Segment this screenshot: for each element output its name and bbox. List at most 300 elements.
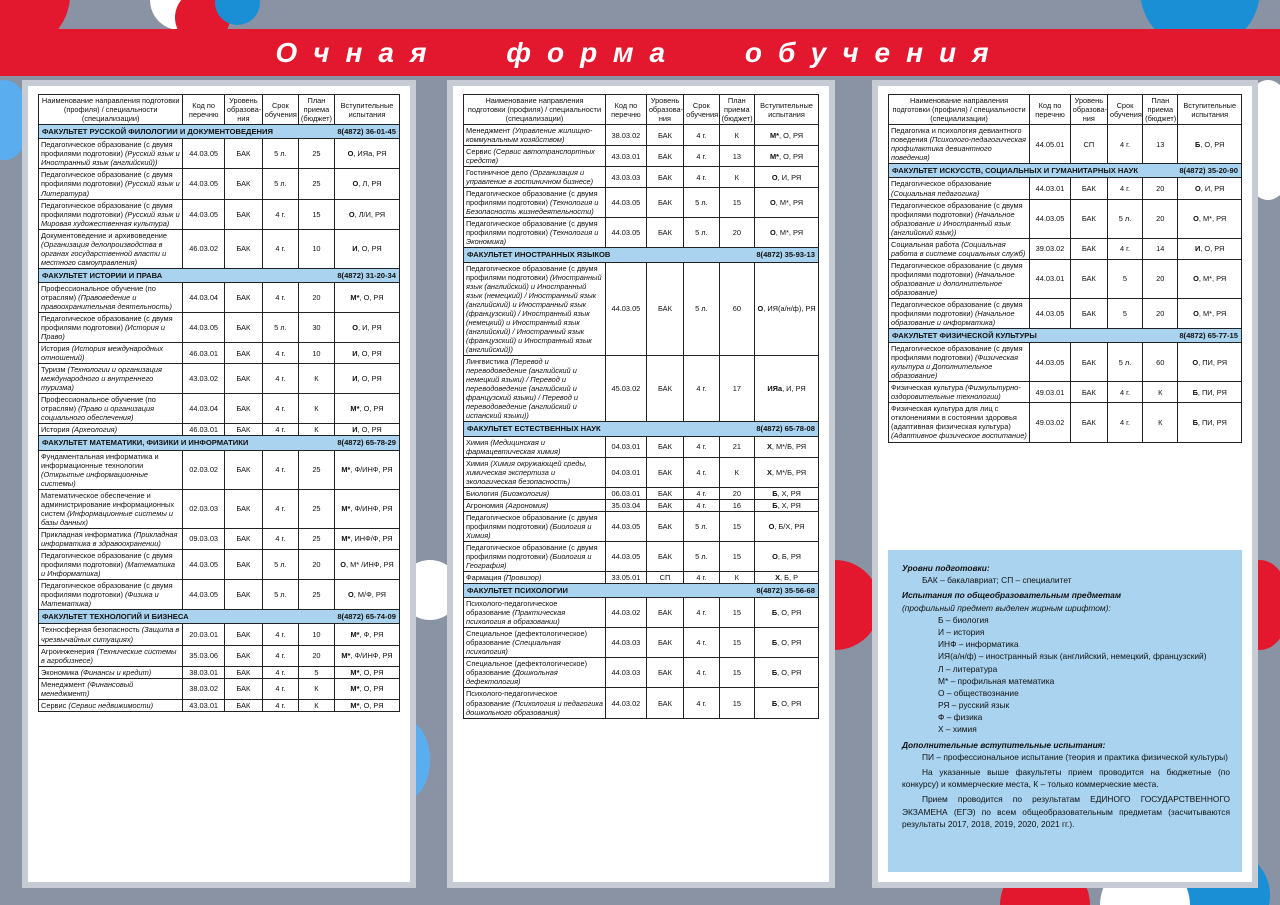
program-title: Фундаментальная информатика и информационные технологии bbox=[41, 451, 159, 470]
exam-main: И bbox=[352, 244, 358, 254]
faculty-row bbox=[464, 583, 819, 597]
program-level: БАК bbox=[646, 628, 683, 658]
program-plan: 15 bbox=[719, 188, 755, 218]
program-plan: 60 bbox=[719, 262, 755, 355]
program-plan: 20 bbox=[1143, 298, 1178, 328]
program-title: Экономика bbox=[41, 667, 81, 677]
program-term: 4 г. bbox=[684, 487, 720, 499]
program-level: БАК bbox=[646, 487, 683, 499]
program-name bbox=[39, 624, 183, 645]
program-exams bbox=[755, 688, 819, 718]
exam-rest: , О, РЯ bbox=[777, 608, 802, 618]
faculty-row bbox=[464, 422, 819, 436]
program-level: БАК bbox=[224, 450, 262, 489]
exam-rest: , Б/Х, РЯ bbox=[774, 521, 805, 531]
program-exams bbox=[334, 666, 399, 678]
program-exams bbox=[755, 598, 819, 628]
table-row bbox=[39, 489, 400, 528]
exam-rest: , Б, РЯ bbox=[777, 551, 801, 561]
program-level: БАК bbox=[224, 528, 262, 549]
table-row bbox=[889, 125, 1242, 164]
program-code: 44.03.05 bbox=[606, 511, 647, 541]
table-row bbox=[464, 511, 819, 541]
test-item: Л – литература bbox=[938, 663, 998, 674]
program-profile: (Прикладная информатика в здравоохранении) bbox=[41, 529, 178, 548]
program-title: Педагогическое образование (с двумя профилями подготовки) bbox=[41, 200, 173, 219]
exam-rest: , О, РЯ bbox=[359, 404, 384, 414]
program-profile: (Открытые информационные системы) bbox=[41, 469, 149, 488]
program-title: Лингвистика bbox=[466, 357, 511, 367]
program-exams bbox=[334, 229, 399, 268]
program-level: БАК bbox=[646, 436, 683, 457]
program-profile: (Специальная психология) bbox=[466, 638, 561, 657]
column-header: Код по перечню bbox=[606, 95, 647, 125]
program-code: 46.03.02 bbox=[183, 229, 225, 268]
faculty-name: ФАКУЛЬТЕТ ИСТОРИИ И ПРАВА bbox=[42, 270, 163, 280]
program-name bbox=[464, 541, 606, 571]
program-plan: 10 bbox=[298, 229, 334, 268]
program-profile: (Иностранный язык (английский) и Иностранный язык (немецкий) / Иностранный язык (английский) и Иностранный язык (французский) / Иностранный язык (немецкий) и Иностранный язык (английский) / Иностранный язык (французский) и Иностранный язык (английский)) bbox=[466, 272, 602, 354]
exam-main: О bbox=[1192, 357, 1199, 367]
exam-main: М* bbox=[341, 651, 351, 661]
exam-rest: , О, РЯ bbox=[357, 425, 382, 435]
program-name bbox=[464, 262, 606, 355]
exam-rest: , Л/И, РЯ bbox=[354, 209, 386, 219]
program-name bbox=[464, 457, 606, 487]
program-term: 5 bbox=[1107, 298, 1142, 328]
exam-main: Б bbox=[1192, 417, 1198, 427]
program-level: БАК bbox=[1070, 403, 1107, 442]
program-name bbox=[464, 167, 606, 188]
program-plan: К bbox=[1143, 403, 1178, 442]
program-term: 4 г. bbox=[684, 457, 720, 487]
program-plan: 15 bbox=[719, 658, 755, 688]
program-exams bbox=[755, 628, 819, 658]
column-header: Срок обучения bbox=[684, 95, 720, 125]
program-exams bbox=[755, 499, 819, 511]
program-title: Педагогическое образование (с двумя профилями подготовки) bbox=[41, 170, 173, 189]
program-code: 44.05.01 bbox=[1030, 125, 1071, 164]
program-profile: (Психология и педагогика дошкольного образования) bbox=[466, 698, 603, 717]
program-term: 4 г. bbox=[684, 167, 720, 188]
program-term: 5 л. bbox=[262, 550, 298, 580]
program-plan: 20 bbox=[1143, 199, 1178, 238]
table-row bbox=[39, 199, 400, 229]
program-name bbox=[464, 658, 606, 688]
program-profile: (Русский язык и Иностранный язык (английский)) bbox=[41, 149, 180, 168]
test-item: ИЯ(а/н/ф) – иностранный язык (английский, немецкий, французский) bbox=[938, 651, 1207, 662]
table-row bbox=[39, 343, 400, 364]
program-code: 44.03.05 bbox=[606, 188, 647, 218]
program-title: Профессиональное обучение (по отраслям) bbox=[41, 395, 156, 414]
program-plan: 14 bbox=[1143, 238, 1178, 259]
program-code: 46.03.01 bbox=[183, 424, 225, 436]
program-level: БАК bbox=[646, 188, 683, 218]
program-exams bbox=[334, 528, 399, 549]
exam-rest: , М*, РЯ bbox=[775, 228, 804, 238]
program-level: БАК bbox=[224, 678, 262, 699]
program-code: 49.03.01 bbox=[1030, 382, 1071, 403]
program-profile: (Физкультурно-оздоровительные технологии) bbox=[891, 383, 1021, 402]
program-code: 44.03.05 bbox=[183, 139, 225, 169]
exam-rest: , М/Ф, РЯ bbox=[353, 590, 386, 600]
program-level: БАК bbox=[1070, 178, 1107, 199]
program-title: Педагогика и психология девиантного поведения bbox=[891, 126, 1022, 145]
exam-main: М* bbox=[769, 130, 780, 140]
program-level: БАК bbox=[646, 167, 683, 188]
program-profile: (Биология и Химия) bbox=[466, 521, 592, 540]
table-row bbox=[39, 450, 400, 489]
program-name bbox=[39, 229, 183, 268]
program-level: БАК bbox=[646, 262, 683, 355]
program-exams bbox=[1178, 298, 1242, 328]
program-name bbox=[464, 628, 606, 658]
program-term: 5 л. bbox=[684, 541, 720, 571]
program-term: 4 г. bbox=[684, 688, 720, 718]
program-name bbox=[464, 511, 606, 541]
table-row bbox=[464, 125, 819, 146]
program-exams bbox=[755, 436, 819, 457]
table-row bbox=[39, 313, 400, 343]
program-title: Педагогическое образование (с двумя профилями подготовки) bbox=[41, 140, 173, 159]
exam-main: О bbox=[1193, 274, 1199, 284]
exam-rest: , О, РЯ bbox=[779, 151, 804, 161]
program-exams bbox=[1178, 259, 1242, 298]
program-profile: (Начальное образование и дополнительное образование) bbox=[891, 269, 1015, 297]
program-plan: К bbox=[298, 699, 334, 711]
program-exams bbox=[755, 511, 819, 541]
program-plan: 25 bbox=[298, 139, 334, 169]
program-code: 44.03.04 bbox=[183, 283, 225, 313]
test-item: Ф – физика bbox=[938, 712, 983, 723]
program-term: 4 г. bbox=[1107, 238, 1142, 259]
program-term: 4 г. bbox=[1107, 382, 1142, 403]
program-code: 44.03.05 bbox=[183, 313, 225, 343]
faculty-cell bbox=[464, 422, 819, 436]
program-code: 43.03.03 bbox=[606, 167, 647, 188]
table-row bbox=[464, 167, 819, 188]
program-term: 5 л. bbox=[1107, 343, 1142, 382]
program-name bbox=[464, 146, 606, 167]
program-title: Физическая культура для лиц с отклонениями в состоянии здоровья (адаптивная физическая культура) bbox=[891, 404, 1017, 432]
exam-main: Х bbox=[775, 572, 780, 582]
table-row bbox=[39, 139, 400, 169]
program-code: 39.03.02 bbox=[1030, 238, 1071, 259]
program-name bbox=[39, 550, 183, 580]
table-row bbox=[39, 229, 400, 268]
program-level: БАК bbox=[224, 489, 262, 528]
admission-table-1 bbox=[38, 94, 400, 712]
exam-rest: , Л, РЯ bbox=[358, 179, 382, 189]
program-plan: 20 bbox=[719, 218, 755, 248]
faculty-phone: 8(4872) 36-01-45 bbox=[337, 127, 396, 137]
program-exams bbox=[755, 218, 819, 248]
program-title: Педагогическое образование (с двумя профилями подготовки) bbox=[891, 299, 1023, 318]
program-level: БАК bbox=[224, 699, 262, 711]
program-code: 44.03.05 bbox=[183, 580, 225, 610]
program-level: БАК bbox=[646, 541, 683, 571]
program-profile: (Технические системы в агробизнесе) bbox=[41, 646, 177, 665]
program-profile: (Агрономия) bbox=[505, 500, 549, 510]
table-row bbox=[39, 666, 400, 678]
exam-rest: , М*, РЯ bbox=[1198, 274, 1227, 284]
program-plan: К bbox=[298, 678, 334, 699]
program-plan: 25 bbox=[298, 528, 334, 549]
program-term: 4 г. bbox=[1107, 178, 1142, 199]
faculty-name: ФАКУЛЬТЕТ ИСКУССТВ, СОЦИАЛЬНЫХ И ГУМАНИТАРНЫХ НАУК bbox=[892, 166, 1138, 176]
program-code: 02.03.03 bbox=[183, 489, 225, 528]
program-term: 4 г. bbox=[262, 199, 298, 229]
program-name bbox=[889, 199, 1030, 238]
program-title: Фармация bbox=[466, 572, 504, 582]
program-profile: (Правоведение и правоохранительная деятельность) bbox=[41, 293, 172, 312]
program-level: СП bbox=[1070, 125, 1107, 164]
table-row bbox=[39, 283, 400, 313]
program-term: 5 л. bbox=[684, 511, 720, 541]
tests-list bbox=[902, 614, 1230, 736]
program-level: БАК bbox=[224, 624, 262, 645]
program-profile: (Перевод и переводоведение (английский и немецкий языки) / Перевод и переводоведение (английский и французский языки) / Перевод и переводоведение (английский и испанский языки)) bbox=[466, 357, 578, 421]
program-term: 4 г. bbox=[684, 658, 720, 688]
faculty-row bbox=[889, 328, 1242, 342]
exam-main: И bbox=[352, 374, 358, 384]
program-code: 44.03.03 bbox=[606, 658, 647, 688]
program-name bbox=[464, 571, 606, 583]
test-item: О – обществознание bbox=[938, 687, 1019, 698]
program-plan: 13 bbox=[1143, 125, 1178, 164]
faculty-row bbox=[889, 164, 1242, 178]
program-title: Педагогическое образование (с двумя профилями подготовки) bbox=[41, 581, 173, 600]
column-header: Срок обучения bbox=[262, 95, 298, 125]
program-name bbox=[39, 283, 183, 313]
exam-rest: , Х, РЯ bbox=[777, 500, 801, 510]
exam-rest: , ИЯ(а/н/ф), РЯ bbox=[763, 304, 816, 314]
faculty-phone: 8(4872) 65-78-29 bbox=[337, 438, 396, 448]
table-row bbox=[39, 394, 400, 424]
program-exams bbox=[334, 199, 399, 229]
exam-main: О bbox=[352, 179, 359, 189]
program-title: Социальная работа bbox=[891, 239, 962, 249]
program-name bbox=[889, 403, 1030, 442]
exam-rest: , О, РЯ bbox=[359, 700, 384, 710]
program-plan: 15 bbox=[719, 628, 755, 658]
program-level: БАК bbox=[224, 139, 262, 169]
program-plan: К bbox=[719, 571, 755, 583]
faculty-phone: 8(4872) 31-20-34 bbox=[337, 270, 396, 280]
program-term: 4 г. bbox=[262, 450, 298, 489]
program-code: 38.03.02 bbox=[183, 678, 225, 699]
program-exams bbox=[334, 424, 399, 436]
admission-table-3 bbox=[888, 94, 1242, 443]
program-level: БАК bbox=[1070, 343, 1107, 382]
program-title: Педагогическое образование bbox=[891, 179, 992, 189]
program-code: 44.03.05 bbox=[183, 550, 225, 580]
faculty-cell bbox=[464, 248, 819, 262]
table-header-row bbox=[889, 95, 1242, 125]
program-plan: 13 bbox=[719, 146, 755, 167]
program-name bbox=[464, 598, 606, 628]
exam-main: М* bbox=[350, 684, 360, 694]
program-exams bbox=[1178, 238, 1242, 259]
program-term: 5 л. bbox=[262, 139, 298, 169]
exam-rest: , Ф/ИНФ, РЯ bbox=[350, 651, 393, 661]
exam-main: ИЯа bbox=[767, 384, 783, 394]
program-name bbox=[464, 188, 606, 218]
table-row bbox=[39, 678, 400, 699]
table-row bbox=[464, 188, 819, 218]
program-code: 04.03.01 bbox=[606, 457, 647, 487]
exam-rest: , Х, РЯ bbox=[777, 488, 801, 498]
program-code: 46.03.01 bbox=[183, 343, 225, 364]
faculty-phone: 8(4872) 35-93-13 bbox=[756, 250, 815, 260]
exam-main: О bbox=[347, 149, 354, 159]
program-profile: (Биоэкология) bbox=[500, 488, 550, 498]
table-row bbox=[39, 528, 400, 549]
program-name bbox=[889, 343, 1030, 382]
program-title: Документоведение и архивоведение bbox=[41, 230, 168, 240]
exam-main: О bbox=[769, 228, 776, 238]
program-plan: 20 bbox=[298, 550, 334, 580]
program-profile: (Практическая психология в образовании) bbox=[466, 608, 566, 627]
exam-rest: , О, РЯ bbox=[357, 374, 382, 384]
program-exams bbox=[1178, 199, 1242, 238]
table-row bbox=[464, 658, 819, 688]
program-profile: (Физика и Математика) bbox=[41, 590, 159, 609]
program-name bbox=[464, 688, 606, 718]
faculty-name: ФАКУЛЬТЕТ ИНОСТРАННЫХ ЯЗЫКОВ bbox=[467, 250, 611, 260]
exam-main: О bbox=[348, 209, 355, 219]
exam-main: М* bbox=[350, 629, 360, 639]
exam-main: Б bbox=[771, 668, 778, 678]
faculty-name: ФАКУЛЬТЕТ ТЕХНОЛОГИЙ И БИЗНЕСА bbox=[42, 612, 189, 622]
table-row bbox=[464, 628, 819, 658]
table-row bbox=[39, 624, 400, 645]
program-title: Туризм bbox=[41, 365, 68, 375]
program-plan: 10 bbox=[298, 624, 334, 645]
note-commercial: На указанные выше факультеты прием проводится на бюджетные (по конкурсу) и коммерческие места, К – только коммерческие места. bbox=[902, 767, 1230, 790]
column-header: Вступительные испытания bbox=[334, 95, 399, 125]
exam-main: Б bbox=[771, 638, 778, 648]
faculty-phone: 8(4872) 65-78-08 bbox=[756, 424, 815, 434]
program-name bbox=[464, 436, 606, 457]
program-name bbox=[889, 125, 1030, 164]
program-code: 44.03.01 bbox=[1030, 259, 1071, 298]
exam-rest: , О, РЯ bbox=[777, 638, 802, 648]
program-name bbox=[39, 364, 183, 394]
program-code: 44.03.05 bbox=[606, 218, 647, 248]
program-profile: (Информационные системы и базы данных) bbox=[41, 508, 174, 527]
exam-rest: , И, РЯ bbox=[358, 323, 382, 333]
program-title: Сервис bbox=[41, 700, 69, 710]
program-profile: (Провизор) bbox=[503, 572, 542, 582]
program-term: 4 г. bbox=[1107, 403, 1142, 442]
program-profile: (Управление жилищно-коммунальным хозяйством) bbox=[466, 126, 593, 145]
program-level: БАК bbox=[224, 645, 262, 666]
table-row bbox=[464, 499, 819, 511]
program-name bbox=[464, 356, 606, 422]
exam-main: О bbox=[352, 323, 359, 333]
program-code: 44.03.04 bbox=[183, 394, 225, 424]
program-level: БАК bbox=[646, 457, 683, 487]
program-plan: 20 bbox=[719, 487, 755, 499]
test-item: М* – профильная математика bbox=[938, 675, 1055, 686]
program-plan: К bbox=[298, 364, 334, 394]
program-exams bbox=[755, 262, 819, 355]
program-term: 4 г. bbox=[684, 598, 720, 628]
program-exams bbox=[755, 541, 819, 571]
program-title: Гостиничное дело bbox=[466, 168, 530, 178]
program-level: БАК bbox=[1070, 238, 1107, 259]
faculty-row bbox=[39, 268, 400, 282]
program-plan: К bbox=[298, 424, 334, 436]
program-name bbox=[39, 424, 183, 436]
program-name bbox=[39, 645, 183, 666]
faculty-name: ФАКУЛЬТЕТ РУССКОЙ ФИЛОЛОГИИ И ДОКУМЕНТОВЕДЕНИЯ bbox=[42, 127, 273, 137]
program-title: Педагогическое образование (с двумя профилями подготовки) bbox=[891, 344, 1023, 363]
program-name bbox=[39, 450, 183, 489]
program-plan: 21 bbox=[719, 436, 755, 457]
program-code: 43.03.02 bbox=[183, 364, 225, 394]
program-name bbox=[39, 343, 183, 364]
program-title: Профессиональное обучение (по отраслям) bbox=[41, 284, 156, 303]
program-code: 35.03.04 bbox=[606, 499, 647, 511]
exam-main: О bbox=[772, 551, 778, 561]
note-ege: Прием проводится по результатам ЕДИНОГО ГОСУДАРСТВЕННОГО ЭКЗАМЕНА (ЕГЭ) по всем общеобразовательным предметам (засчитываются результаты 2017, 2018, 2019, 2020, 2021 гг.). bbox=[902, 794, 1230, 829]
table-row bbox=[464, 218, 819, 248]
program-profile: (Сервис недвижимости) bbox=[68, 700, 154, 710]
table-row bbox=[889, 382, 1242, 403]
program-term: 4 г. bbox=[684, 125, 720, 146]
exam-rest: , Б, Р bbox=[780, 572, 798, 582]
faculty-cell bbox=[39, 436, 400, 450]
program-level: БАК bbox=[224, 580, 262, 610]
exam-rest: , О, РЯ bbox=[777, 668, 802, 678]
program-name bbox=[889, 178, 1030, 199]
program-name bbox=[889, 259, 1030, 298]
exam-main: Б bbox=[772, 500, 778, 510]
admission-table-2 bbox=[463, 94, 819, 719]
program-profile: (Технология и Экономика) bbox=[466, 228, 599, 247]
program-profile: (Финансовый менеджмент) bbox=[41, 679, 134, 698]
faculty-cell bbox=[39, 610, 400, 624]
program-plan: К bbox=[719, 457, 755, 487]
program-name bbox=[39, 699, 183, 711]
exam-rest: , О, РЯ bbox=[1200, 244, 1225, 254]
program-code: 44.03.05 bbox=[1030, 343, 1071, 382]
program-code: 38.03.01 bbox=[183, 666, 225, 678]
column-header: Наименование направления подготовки (профиля) / специальности (специализации) bbox=[39, 95, 183, 125]
program-plan: 17 bbox=[719, 356, 755, 422]
program-term: 5 л. bbox=[262, 169, 298, 199]
program-exams bbox=[755, 167, 819, 188]
program-exams bbox=[334, 645, 399, 666]
faculty-row bbox=[39, 436, 400, 450]
program-term: 4 г. bbox=[262, 666, 298, 678]
table-header-row bbox=[39, 95, 400, 125]
exam-main: Б bbox=[771, 698, 778, 708]
program-term: 4 г. bbox=[684, 628, 720, 658]
table-row bbox=[464, 356, 819, 422]
program-profile: (Финансы и кредит) bbox=[80, 667, 152, 677]
exam-rest: , Ф, РЯ bbox=[359, 629, 384, 639]
program-code: 49.03.02 bbox=[1030, 403, 1071, 442]
exam-rest: , ПИ, РЯ bbox=[1198, 357, 1228, 367]
program-profile: (Технология и Безопасность жизнедеятельности) bbox=[466, 198, 599, 217]
exam-main: О bbox=[348, 590, 354, 600]
program-name bbox=[39, 666, 183, 678]
program-level: БАК bbox=[1070, 298, 1107, 328]
program-profile: (Русский язык и Мировая художественная культура) bbox=[41, 209, 180, 228]
